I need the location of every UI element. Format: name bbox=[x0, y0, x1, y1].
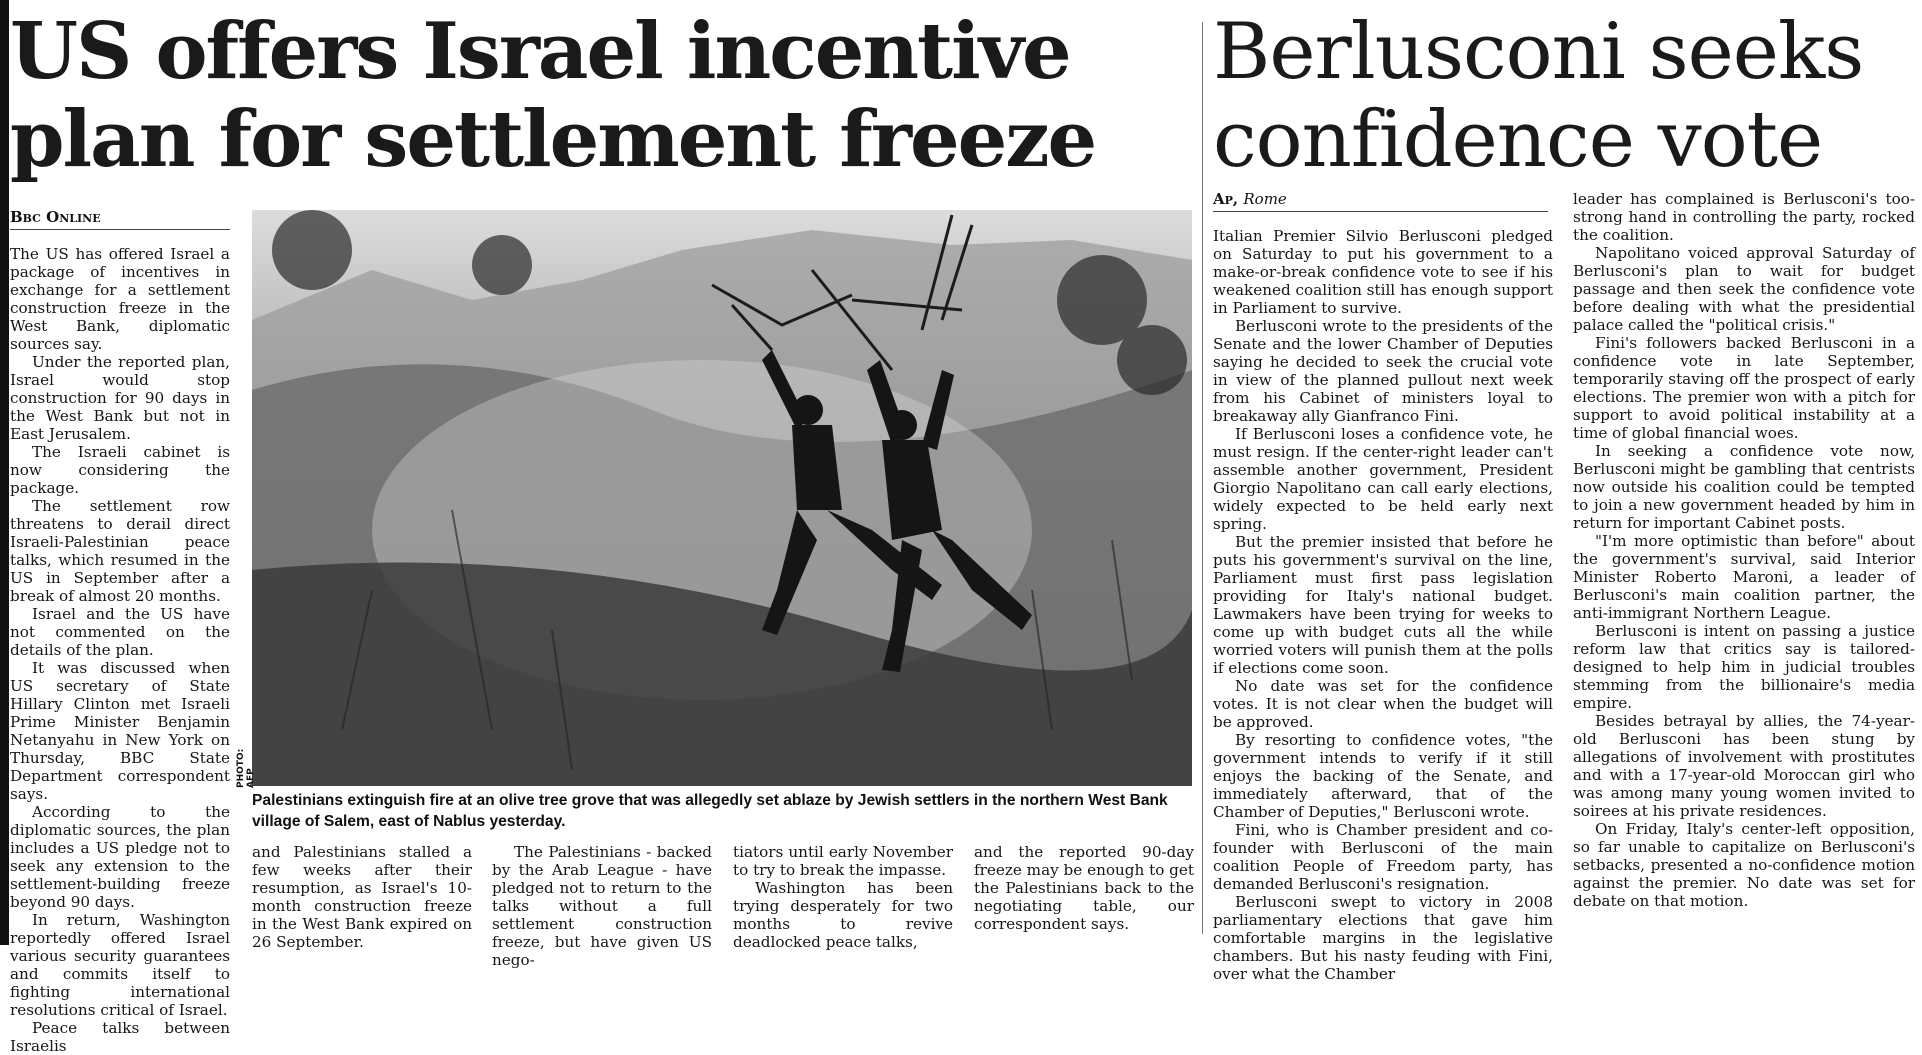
photo-caption: Palestinians extinguish fire at an olive tree grove that was allegedly set ablaze by Jewish settlers in the northern West Bank village of Salem, east of Nablus yesterday. bbox=[252, 792, 1168, 830]
left-byline: Bbc Online bbox=[10, 208, 230, 230]
paragraph: Fini, who is Chamber president and co-founder with Berlusconi of the main coalition People of Freedom party, has demanded Berlusconi's resignation. bbox=[1213, 821, 1553, 893]
right-headline: Berlusconi seeks confidence vote bbox=[1213, 7, 1864, 185]
paragraph: The US has offered Israel a package of incentives in exchange for a settlement construction freeze in the West Bank, diplomatic sources say. bbox=[10, 245, 230, 353]
paragraph: Napolitano voiced approval Saturday of Berlusconi's plan to wait for budget passage and then seek the confidence vote before dealing with what the presidential palace called the "political crisis." bbox=[1573, 244, 1915, 334]
right-story-column-2 bbox=[1573, 190, 1915, 935]
left-story-column-2 bbox=[252, 843, 472, 951]
paragraph: Fini's followers backed Berlusconi in a confidence vote in late September, temporarily staving off the prospect of early elections. The premier won with a pitch for support to avoid political instability at a time of global financial woes. bbox=[1573, 334, 1915, 442]
paragraph: The Israeli cabinet is now considering the package. bbox=[10, 443, 230, 497]
column-divider bbox=[1202, 22, 1203, 934]
paragraph: In return, Washington reportedly offered Israel various security guarantees and commits itself to fighting international resolutions critical of Israel. bbox=[10, 911, 230, 1019]
right-byline bbox=[1213, 190, 1548, 212]
paragraph: leader has complained is Berlusconi's too-strong hand in controlling the party, rocked the coalition. bbox=[1573, 190, 1915, 244]
photo-credit: PHOTO: AFP bbox=[236, 748, 256, 788]
left-story-column-3 bbox=[492, 843, 712, 969]
paragraph: Italian Premier Silvio Berlusconi pledged on Saturday to put his government to a make-or-break confidence vote to see if his weakened coalition still has enough support in Parliament to survive. bbox=[1213, 227, 1553, 317]
paragraph: But the premier insisted that before he puts his government's survival on the line, Parliament must first pass legislation providing for Italy's national budget. Lawmakers have been trying for weeks to come up with budget cuts all the while worried voters will punish them at the polls if elections come soon. bbox=[1213, 533, 1553, 677]
news-photo bbox=[252, 210, 1192, 786]
paragraph: It was discussed when US secretary of State Hillary Clinton met Israeli Prime Minister Benjamin Netanyahu in New York on Thursday, BBC State Department correspondent says. bbox=[10, 659, 230, 803]
paragraph: If Berlusconi loses a confidence vote, he must resign. If the center-right leader can't assemble another government, President Giorgio Napolitano can call early elections, widely expected to be held early next spring. bbox=[1213, 425, 1553, 533]
paragraph: Berlusconi swept to victory in 2008 parliamentary elections that gave him comfortable margins in the legislative chambers. But his nasty feuding with Fini, over what the Chamber bbox=[1213, 893, 1553, 983]
paragraph: No date was set for the confidence votes. It is not clear when the budget will be approved. bbox=[1213, 677, 1553, 731]
byline-location: Rome bbox=[1243, 190, 1287, 208]
paragraph: In seeking a confidence vote now, Berlusconi might be gambling that centrists now outside his coalition could be tempted to join a new government headed by him in return for important Cabinet posts. bbox=[1573, 442, 1915, 532]
left-headline: US offers Israel incentive plan for settlement freeze bbox=[10, 6, 1096, 185]
paragraph: Besides betrayal by allies, the 74-year-old Berlusconi has been stung by allegations of involvement with prostitutes and with a 17-year-old Moroccan girl who was among many young women invited to soirees at his private residences. bbox=[1573, 712, 1915, 820]
byline-agency: Ap, bbox=[1213, 190, 1239, 208]
paragraph: On Friday, Italy's center-left opposition, so far unable to capitalize on Berlusconi's setbacks, presented a no-confidence motion against the premier. No date was set for debate on that motion. bbox=[1573, 820, 1915, 910]
paragraph: The Palestinians - backed by the Arab League - have pledged not to return to the talks without a full settlement construction freeze, but have given US nego- bbox=[492, 843, 712, 969]
paragraph: Peace talks between Israelis bbox=[10, 1019, 230, 1055]
paragraph: Berlusconi wrote to the presidents of the Senate and the lower Chamber of Deputies saying he decided to seek the crucial vote in view of the planned pullout next week from his Cabinet of ministers loyal to breakaway ally Gianfranco Fini. bbox=[1213, 317, 1553, 425]
paragraph: tiators until early November to try to break the impasse. bbox=[733, 843, 953, 879]
paragraph: Washington has been trying desperately for two months to revive deadlocked peace talks, bbox=[733, 879, 953, 951]
page-edge-bar bbox=[0, 0, 9, 945]
left-story-column-4 bbox=[733, 843, 953, 951]
paragraph: and the reported 90-day freeze may be enough to get the Palestinians back to the negotiating table, our correspondent says. bbox=[974, 843, 1194, 933]
paragraph: Berlusconi is intent on passing a justice reform law that critics say is tailored-designed to help him in judicial troubles stemming from the billionaire's media empire. bbox=[1573, 622, 1915, 712]
paragraph: "I'm more optimistic than before" about the government's survival, said Interior Minister Roberto Maroni, a leader of Berlusconi's main coalition partner, the anti-immigrant Northern League. bbox=[1573, 532, 1915, 622]
paragraph: Israel and the US have not commented on the details of the plan. bbox=[10, 605, 230, 659]
photo-illustration bbox=[252, 210, 1192, 786]
paragraph: By resorting to confidence votes, "the government intends to verify if it still enjoys the backing of the Senate, and immediately afterward, that of the Chamber of Deputies," Berlusconi wrote. bbox=[1213, 731, 1553, 821]
paragraph: Under the reported plan, Israel would stop construction for 90 days in the West Bank but not in East Jerusalem. bbox=[10, 353, 230, 443]
paragraph: According to the diplomatic sources, the plan includes a US pledge not to seek any extension to the settlement-building freeze beyond 90 days. bbox=[10, 803, 230, 911]
right-story-column-1 bbox=[1213, 227, 1553, 983]
left-story-column-5 bbox=[974, 843, 1194, 935]
paragraph: and Palestinians stalled a few weeks after their resumption, as Israel's 10-month construction freeze in the West Bank expired on 26 September. bbox=[252, 843, 472, 951]
left-story-column-1 bbox=[10, 245, 230, 1055]
paragraph: The settlement row threatens to derail direct Israeli-Palestinian peace talks, which resumed in the US in September after a break of almost 20 months. bbox=[10, 497, 230, 605]
